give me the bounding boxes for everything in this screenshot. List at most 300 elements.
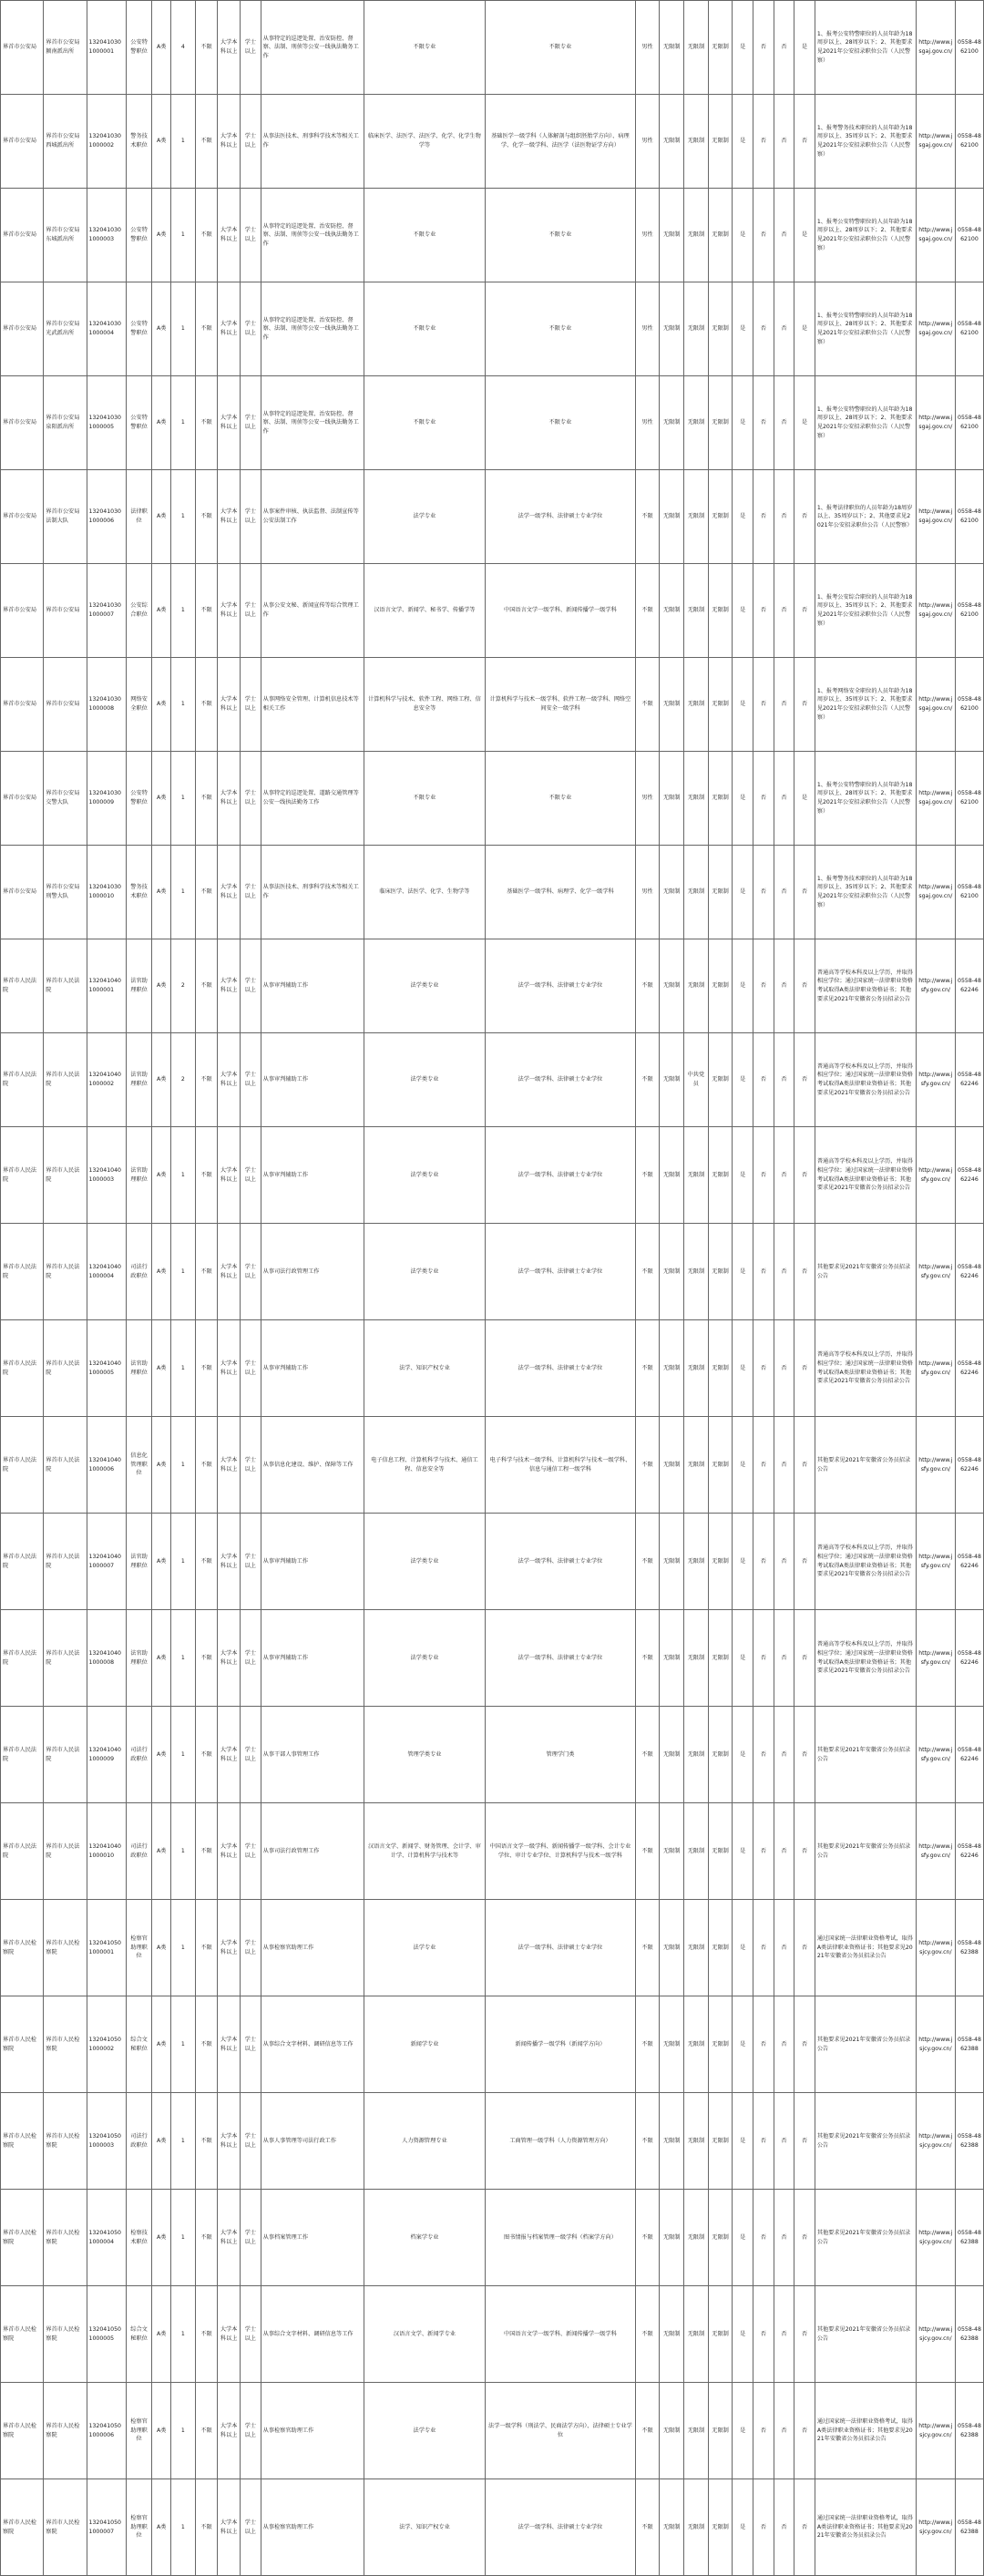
undergraduate-major-cell: 不限专业 [364,1,486,95]
employing-unit-cell: 界首市人民检察院 [44,2190,87,2286]
age-requirement-cell: 不限 [195,1,218,95]
position-code-cell: 1320410301000003 [87,189,126,282]
position-code-cell: 1320410301000009 [87,752,126,846]
hukou-requirement-cell: 无限制 [660,752,684,846]
remark-cell: 其他要求见2021年安徽省公务员招录公告 [815,1224,916,1320]
position-name-cell: 法官助理职位 [126,1033,152,1127]
degree-requirement-cell: 学士以上 [241,189,261,282]
recruiting-department-cell: 界首市公安局 [1,470,44,564]
gender-requirement-cell: 不限 [635,658,660,752]
exam-category-cell: A类 [152,846,171,939]
flag-d-cell: 是 [794,376,815,470]
remark-cell: 其他要求见2021年安徽省公务员招录公告 [815,2190,916,2286]
flag-c-cell: 否 [774,2479,794,2576]
education-requirement-cell: 大学本科以上 [218,2093,241,2190]
age-requirement-cell: 不限 [195,2383,218,2479]
age-requirement-cell: 不限 [195,1033,218,1127]
undergraduate-major-cell: 人力资源管理专业 [364,2093,486,2190]
exam-category-cell: A类 [152,376,171,470]
graduate-major-cell: 不限专业 [486,282,635,376]
exam-category-cell: A类 [152,1514,171,1610]
age-requirement-cell: 不限 [195,2479,218,2576]
flag-d-cell: 否 [794,2383,815,2479]
graduate-major-cell: 法学一级学科、法律硕士专业学位 [486,1514,635,1610]
position-code-cell: 1320410401000008 [87,1610,126,1707]
remark-cell: 1、报考公安特警职位的人员年龄为18周岁以上、28周岁以下；2、其他要求见2021年公安招录职位公告（人民警察） [815,282,916,376]
flag-a-cell: 是 [733,846,753,939]
contact-phone-cell: 0558-4862388 [955,2383,983,2479]
experience-requirement-cell: 无限制 [708,470,733,564]
position-name-cell: 公安特警职位 [126,1,152,95]
education-requirement-cell: 大学本科以上 [218,1514,241,1610]
position-code-cell: 1320410501000004 [87,2190,126,2286]
flag-d-cell: 否 [794,470,815,564]
job-duties-cell: 从事档案管理工作 [261,2190,364,2286]
position-code-cell: 1320410401000006 [87,1417,126,1514]
position-code-cell: 1320410501000006 [87,2383,126,2479]
flag-b-cell: 否 [753,1320,774,1417]
political-status-cell: 无限制 [684,1803,709,1900]
undergraduate-major-cell: 汉语言文学、新闻学专业 [364,2286,486,2383]
remark-cell: 1、报考警务技术职位的人员年龄为18周岁以上、35周岁以下；2、其他要求见2021年公安招录职位公告（人民警察） [815,846,916,939]
experience-requirement-cell: 无限制 [708,282,733,376]
job-duties-cell: 从事网络安全管理、计算机信息技术等相关工作 [261,658,364,752]
job-duties-cell: 从事特定的巡逻处置、治安防控、督察、法制、刑侦等公安一线执法勤务工作 [261,1,364,95]
remark-cell: 1、报考法律职位的人员年龄为18周岁以上、35周岁以下；2、其他要求见2021年公安招录职位公告（人民警察） [815,470,916,564]
hukou-requirement-cell: 无限制 [660,1514,684,1610]
graduate-major-cell: 新闻传播学一级学科（新闻学方向） [486,1996,635,2093]
recruiting-department-cell: 界首市人民检察院 [1,2479,44,2576]
political-status-cell: 中共党员 [684,1033,709,1127]
job-duties-cell: 从事特定的巡逻处置、治安防控、督察、法制、刑侦等公安一线执法勤务工作 [261,376,364,470]
hukou-requirement-cell: 无限制 [660,658,684,752]
remark-cell: 1、报考公安特警职位的人员年龄为18周岁以上、28周岁以下；2、其他要求见2021年公安招录职位公告（人民警察） [815,189,916,282]
recruit-count-cell: 1 [171,1900,196,1996]
graduate-major-cell: 计算机科学与技术一级学科、软件工程一级学科、网络空间安全一级学科 [486,658,635,752]
job-duties-cell: 从事审判辅助工作 [261,939,364,1033]
political-status-cell: 无限制 [684,470,709,564]
experience-requirement-cell: 无限制 [708,1900,733,1996]
education-requirement-cell: 大学本科以上 [218,376,241,470]
recruit-count-cell: 1 [171,189,196,282]
flag-c-cell: 否 [774,189,794,282]
contact-phone-cell: 0558-4862100 [955,470,983,564]
table-row [1,752,984,846]
hukou-requirement-cell: 无限制 [660,1320,684,1417]
political-status-cell: 无限制 [684,846,709,939]
exam-category-cell: A类 [152,564,171,658]
employing-unit-cell: 界首市人民法院 [44,1127,87,1224]
recruit-count-cell: 1 [171,1996,196,2093]
flag-b-cell: 否 [753,376,774,470]
job-duties-cell: 从事综合文字材料、调研信息等工作 [261,2286,364,2383]
contact-phone-cell: 0558-4862246 [955,1320,983,1417]
flag-d-cell: 否 [794,1417,815,1514]
age-requirement-cell: 不限 [195,282,218,376]
position-name-cell: 法官助理职位 [126,939,152,1033]
gender-requirement-cell: 男性 [635,846,660,939]
experience-requirement-cell: 无限制 [708,1514,733,1610]
employing-unit-cell: 界首市公安局 [44,658,87,752]
remark-cell: 普通高等学校本科及以上学历，并取得相应学位；通过国家统一法律职业资格考试取得A类法律职业资格证书；其他要求见2021年安徽省公务员招录公告 [815,1320,916,1417]
job-duties-cell: 从事案件审核、执法监督、法制宣传等公安法制工作 [261,470,364,564]
flag-c-cell: 否 [774,658,794,752]
flag-a-cell: 是 [733,564,753,658]
remark-cell: 普通高等学校本科及以上学历，并取得相应学位；通过国家统一法律职业资格考试取得A类法律职业资格证书；其他要求见2021年安徽省公务员招录公告 [815,1514,916,1610]
education-requirement-cell: 大学本科以上 [218,752,241,846]
education-requirement-cell: 大学本科以上 [218,846,241,939]
experience-requirement-cell: 无限制 [708,189,733,282]
contact-phone-cell: 0558-4862100 [955,658,983,752]
flag-b-cell: 否 [753,1707,774,1803]
remark-cell: 通过国家统一法律职业资格考试，取得A类法律职业资格证书；其他要求见2021年安徽省公务员招录公告 [815,1900,916,1996]
employing-unit-cell: 界首市人民法院 [44,1707,87,1803]
contact-phone-cell: 0558-4862100 [955,95,983,189]
contact-phone-cell: 0558-4862100 [955,189,983,282]
table-row [1,1127,984,1224]
remark-cell: 其他要求见2021年安徽省公务员招录公告 [815,2093,916,2190]
recruiting-department-cell: 界首市人民法院 [1,1417,44,1514]
undergraduate-major-cell: 管理学类专业 [364,1707,486,1803]
undergraduate-major-cell: 法学类专业 [364,939,486,1033]
remark-cell: 1、报考公安特警职位的人员年龄为18周岁以上、28周岁以下；2、其他要求见2021年公安招录职位公告（人民警察） [815,1,916,95]
political-status-cell: 无限制 [684,1127,709,1224]
recruiting-department-cell: 界首市公安局 [1,1,44,95]
flag-d-cell: 否 [794,1610,815,1707]
gender-requirement-cell: 不限 [635,2286,660,2383]
position-name-cell: 检察官助理职位 [126,1900,152,1996]
degree-requirement-cell: 学士以上 [241,846,261,939]
degree-requirement-cell: 学士以上 [241,470,261,564]
job-duties-cell: 从事人事管理等司法行政工作 [261,2093,364,2190]
table-row [1,1320,984,1417]
political-status-cell: 无限制 [684,1320,709,1417]
age-requirement-cell: 不限 [195,1224,218,1320]
flag-a-cell: 是 [733,939,753,1033]
contact-phone-cell: 0558-4862100 [955,282,983,376]
position-name-cell: 综合文秘职位 [126,1996,152,2093]
contact-phone-cell: 0558-4862388 [955,2190,983,2286]
position-name-cell: 法官助理职位 [126,1127,152,1224]
flag-a-cell: 是 [733,2093,753,2190]
age-requirement-cell: 不限 [195,939,218,1033]
flag-d-cell: 否 [794,939,815,1033]
employing-unit-cell: 界首市人民检察院 [44,2383,87,2479]
flag-c-cell: 否 [774,2093,794,2190]
gender-requirement-cell: 不限 [635,1900,660,1996]
position-name-cell: 检察官助理职位 [126,2479,152,2576]
recruit-count-cell: 1 [171,752,196,846]
flag-b-cell: 否 [753,2383,774,2479]
job-duties-cell: 从事审判辅助工作 [261,1127,364,1224]
employing-unit-cell: 界首市人民法院 [44,939,87,1033]
contact-phone-cell: 0558-4862246 [955,1127,983,1224]
political-status-cell: 无限制 [684,2479,709,2576]
position-code-cell: 1320410401000010 [87,1803,126,1900]
flag-b-cell: 否 [753,95,774,189]
contact-phone-cell: 0558-4862246 [955,1514,983,1610]
flag-d-cell: 否 [794,1033,815,1127]
age-requirement-cell: 不限 [195,1320,218,1417]
flag-b-cell: 否 [753,1,774,95]
website-cell: http://www.jsgaj.gov.cn/ [916,282,955,376]
degree-requirement-cell: 学士以上 [241,2383,261,2479]
position-code-cell: 1320410401000004 [87,1224,126,1320]
flag-b-cell: 否 [753,1033,774,1127]
flag-b-cell: 否 [753,2190,774,2286]
exam-category-cell: A类 [152,2479,171,2576]
gender-requirement-cell: 不限 [635,1224,660,1320]
experience-requirement-cell: 无限制 [708,1127,733,1224]
website-cell: http://www.jsfy.gov.cn/ [916,1514,955,1610]
experience-requirement-cell: 无限制 [708,2190,733,2286]
table-row [1,1996,984,2093]
undergraduate-major-cell: 电子信息工程、计算机科学与技术、通信工程、信息安全等 [364,1417,486,1514]
employing-unit-cell: 界首市人民检察院 [44,1996,87,2093]
degree-requirement-cell: 学士以上 [241,1224,261,1320]
undergraduate-major-cell: 计算机科学与技术、软件工程、网络工程、信息安全等 [364,658,486,752]
flag-c-cell: 否 [774,1900,794,1996]
recruiting-department-cell: 界首市人民法院 [1,939,44,1033]
flag-b-cell: 否 [753,2093,774,2190]
contact-phone-cell: 0558-4862100 [955,376,983,470]
undergraduate-major-cell: 档案学专业 [364,2190,486,2286]
position-code-cell: 1320410301000006 [87,470,126,564]
degree-requirement-cell: 学士以上 [241,1417,261,1514]
website-cell: http://www.jsgaj.gov.cn/ [916,95,955,189]
website-cell: http://www.jsfy.gov.cn/ [916,1224,955,1320]
job-duties-cell: 从事特定的巡逻处置、治安防控、督察、法制、刑侦等公安一线执法勤务工作 [261,189,364,282]
flag-c-cell: 否 [774,95,794,189]
flag-c-cell: 否 [774,1224,794,1320]
flag-a-cell: 是 [733,2286,753,2383]
education-requirement-cell: 大学本科以上 [218,1,241,95]
gender-requirement-cell: 不限 [635,2093,660,2190]
political-status-cell: 无限制 [684,939,709,1033]
flag-b-cell: 否 [753,658,774,752]
exam-category-cell: A类 [152,1127,171,1224]
recruit-count-cell: 1 [171,1224,196,1320]
flag-a-cell: 是 [733,282,753,376]
gender-requirement-cell: 不限 [635,470,660,564]
position-name-cell: 法官助理职位 [126,1514,152,1610]
hukou-requirement-cell: 无限制 [660,846,684,939]
exam-category-cell: A类 [152,470,171,564]
flag-a-cell: 是 [733,1803,753,1900]
political-status-cell: 无限制 [684,282,709,376]
flag-c-cell: 否 [774,1610,794,1707]
flag-b-cell: 否 [753,1610,774,1707]
employing-unit-cell: 界首市人民检察院 [44,2479,87,2576]
exam-category-cell: A类 [152,752,171,846]
flag-c-cell: 否 [774,1417,794,1514]
flag-c-cell: 否 [774,1033,794,1127]
undergraduate-major-cell: 不限专业 [364,282,486,376]
undergraduate-major-cell: 法学专业 [364,470,486,564]
political-status-cell: 无限制 [684,1224,709,1320]
remark-cell: 通过国家统一法律职业资格考试，取得A类法律职业资格证书；其他要求见2021年安徽省公务员招录公告 [815,2479,916,2576]
website-cell: http://www.jsfy.gov.cn/ [916,1707,955,1803]
flag-d-cell: 否 [794,2286,815,2383]
job-duties-cell: 从事检察官助理工作 [261,2479,364,2576]
age-requirement-cell: 不限 [195,1900,218,1996]
exam-category-cell: A类 [152,1033,171,1127]
age-requirement-cell: 不限 [195,1514,218,1610]
position-name-cell: 公安特警职位 [126,376,152,470]
flag-c-cell: 否 [774,1,794,95]
recruiting-department-cell: 界首市人民法院 [1,1320,44,1417]
recruit-count-cell: 4 [171,1,196,95]
undergraduate-major-cell: 法学专业 [364,2383,486,2479]
remark-cell: 其他要求见2021年安徽省公务员招录公告 [815,1996,916,2093]
recruiting-department-cell: 界首市人民检察院 [1,1900,44,1996]
undergraduate-major-cell: 汉语言文学、新闻学、秘书学、传播学等 [364,564,486,658]
hukou-requirement-cell: 无限制 [660,189,684,282]
position-code-cell: 1320410301000002 [87,95,126,189]
hukou-requirement-cell: 无限制 [660,1996,684,2093]
position-code-cell: 1320410401000002 [87,1033,126,1127]
education-requirement-cell: 大学本科以上 [218,658,241,752]
contact-phone-cell: 0558-4862388 [955,1996,983,2093]
flag-d-cell: 否 [794,1707,815,1803]
flag-b-cell: 否 [753,846,774,939]
flag-a-cell: 是 [733,1610,753,1707]
flag-a-cell: 是 [733,1,753,95]
employing-unit-cell: 界首市公安局刑警大队 [44,846,87,939]
recruit-count-cell: 1 [171,2383,196,2479]
flag-a-cell: 是 [733,470,753,564]
employing-unit-cell: 界首市公安局泉阳派出所 [44,376,87,470]
position-name-cell: 警务技术职位 [126,95,152,189]
education-requirement-cell: 大学本科以上 [218,564,241,658]
job-duties-cell: 从事综合文字材料、调研信息等工作 [261,1996,364,2093]
remark-cell: 普通高等学校本科及以上学历，并取得相应学位；通过国家统一法律职业资格考试取得A类法律职业资格证书；其他要求见2021年安徽省公务员招录公告 [815,1610,916,1707]
graduate-major-cell: 中国语言文学一级学科、新闻传播学一级学科 [486,2286,635,2383]
position-name-cell: 警务技术职位 [126,846,152,939]
hukou-requirement-cell: 无限制 [660,2479,684,2576]
education-requirement-cell: 大学本科以上 [218,95,241,189]
flag-c-cell: 否 [774,1514,794,1610]
recruit-count-cell: 1 [171,1320,196,1417]
education-requirement-cell: 大学本科以上 [218,1900,241,1996]
job-duties-cell: 从事特定的巡逻处置、道路交通管理等公安一线执法勤务工作 [261,752,364,846]
recruiting-department-cell: 界首市人民检察院 [1,2286,44,2383]
employing-unit-cell: 界首市人民法院 [44,1224,87,1320]
remark-cell: 1、报考公安综合职位的人员年龄为18周岁以上、35周岁以下；2、其他要求见2021年公安招录职位公告（人民警察） [815,564,916,658]
job-duties-cell: 从事司法行政管理工作 [261,1803,364,1900]
graduate-major-cell: 中国语言文学一级学科、新闻传播学一级学科 [486,564,635,658]
degree-requirement-cell: 学士以上 [241,1900,261,1996]
experience-requirement-cell: 无限制 [708,376,733,470]
political-status-cell: 无限制 [684,1417,709,1514]
graduate-major-cell: 不限专业 [486,1,635,95]
website-cell: http://www.jsgaj.gov.cn/ [916,376,955,470]
gender-requirement-cell: 不限 [635,1033,660,1127]
degree-requirement-cell: 学士以上 [241,1,261,95]
experience-requirement-cell: 无限制 [708,2383,733,2479]
exam-category-cell: A类 [152,1224,171,1320]
recruit-count-cell: 2 [171,1033,196,1127]
graduate-major-cell: 不限专业 [486,376,635,470]
graduate-major-cell: 法学一级学科、法律硕士专业学位 [486,470,635,564]
degree-requirement-cell: 学士以上 [241,2093,261,2190]
flag-b-cell: 否 [753,1900,774,1996]
contact-phone-cell: 0558-4862100 [955,564,983,658]
recruiting-department-cell: 界首市人民法院 [1,1033,44,1127]
flag-a-cell: 是 [733,2383,753,2479]
recruit-count-cell: 1 [171,2286,196,2383]
education-requirement-cell: 大学本科以上 [218,939,241,1033]
flag-b-cell: 否 [753,1224,774,1320]
age-requirement-cell: 不限 [195,95,218,189]
remark-cell: 普通高等学校本科及以上学历，并取得相应学位；通过国家统一法律职业资格考试取得A类法律职业资格证书；其他要求见2021年安徽省公务员招录公告 [815,1033,916,1127]
age-requirement-cell: 不限 [195,1127,218,1224]
exam-category-cell: A类 [152,2286,171,2383]
political-status-cell: 无限制 [684,1610,709,1707]
degree-requirement-cell: 学士以上 [241,1610,261,1707]
contact-phone-cell: 0558-4862388 [955,1900,983,1996]
flag-c-cell: 否 [774,846,794,939]
experience-requirement-cell: 无限制 [708,2479,733,2576]
remark-cell: 其他要求见2021年安徽省公务员招录公告 [815,1707,916,1803]
position-code-cell: 1320410401000009 [87,1707,126,1803]
education-requirement-cell: 大学本科以上 [218,2383,241,2479]
degree-requirement-cell: 学士以上 [241,564,261,658]
experience-requirement-cell: 无限制 [708,1,733,95]
website-cell: http://www.jsjcy.gov.cn/ [916,2093,955,2190]
gender-requirement-cell: 男性 [635,1,660,95]
remark-cell: 其他要求见2021年安徽省公务员招录公告 [815,2286,916,2383]
political-status-cell: 无限制 [684,95,709,189]
hukou-requirement-cell: 无限制 [660,1900,684,1996]
recruit-count-cell: 1 [171,846,196,939]
undergraduate-major-cell: 临床医学、法医学、法医学、化学、化学生物学等 [364,95,486,189]
flag-c-cell: 否 [774,1996,794,2093]
flag-d-cell: 否 [794,564,815,658]
degree-requirement-cell: 学士以上 [241,2479,261,2576]
flag-b-cell: 否 [753,2286,774,2383]
table-row [1,1803,984,1900]
graduate-major-cell: 中国语言文学一级学科、新闻传播学一级学科、会计专业学位、审计专业学位、计算机科学与技术一级学科 [486,1803,635,1900]
experience-requirement-cell: 无限制 [708,1610,733,1707]
flag-a-cell: 是 [733,1514,753,1610]
position-name-cell: 综合文秘职位 [126,2286,152,2383]
contact-phone-cell: 0558-4862246 [955,1707,983,1803]
website-cell: http://www.jsgaj.gov.cn/ [916,752,955,846]
education-requirement-cell: 大学本科以上 [218,1610,241,1707]
employing-unit-cell: 界首市人民法院 [44,1033,87,1127]
gender-requirement-cell: 不限 [635,2479,660,2576]
contact-phone-cell: 0558-4862100 [955,846,983,939]
position-code-cell: 1320410301000008 [87,658,126,752]
job-duties-cell: 从事法医技术、刑事科学技术等相关工作 [261,846,364,939]
contact-phone-cell: 0558-4862100 [955,1,983,95]
hukou-requirement-cell: 无限制 [660,2093,684,2190]
experience-requirement-cell: 无限制 [708,1803,733,1900]
political-status-cell: 无限制 [684,376,709,470]
political-status-cell: 无限制 [684,189,709,282]
position-name-cell: 司法行政职位 [126,1224,152,1320]
degree-requirement-cell: 学士以上 [241,939,261,1033]
contact-phone-cell: 0558-4862246 [955,1417,983,1514]
website-cell: http://www.jsgaj.gov.cn/ [916,564,955,658]
flag-b-cell: 否 [753,1996,774,2093]
recruiting-department-cell: 界首市人民检察院 [1,1996,44,2093]
graduate-major-cell: 电子科学与技术一级学科、计算机科学与技术一级学科、信息与通信工程一级学科 [486,1417,635,1514]
degree-requirement-cell: 学士以上 [241,1127,261,1224]
education-requirement-cell: 大学本科以上 [218,2190,241,2286]
undergraduate-major-cell: 法学、知识产权专业 [364,2479,486,2576]
